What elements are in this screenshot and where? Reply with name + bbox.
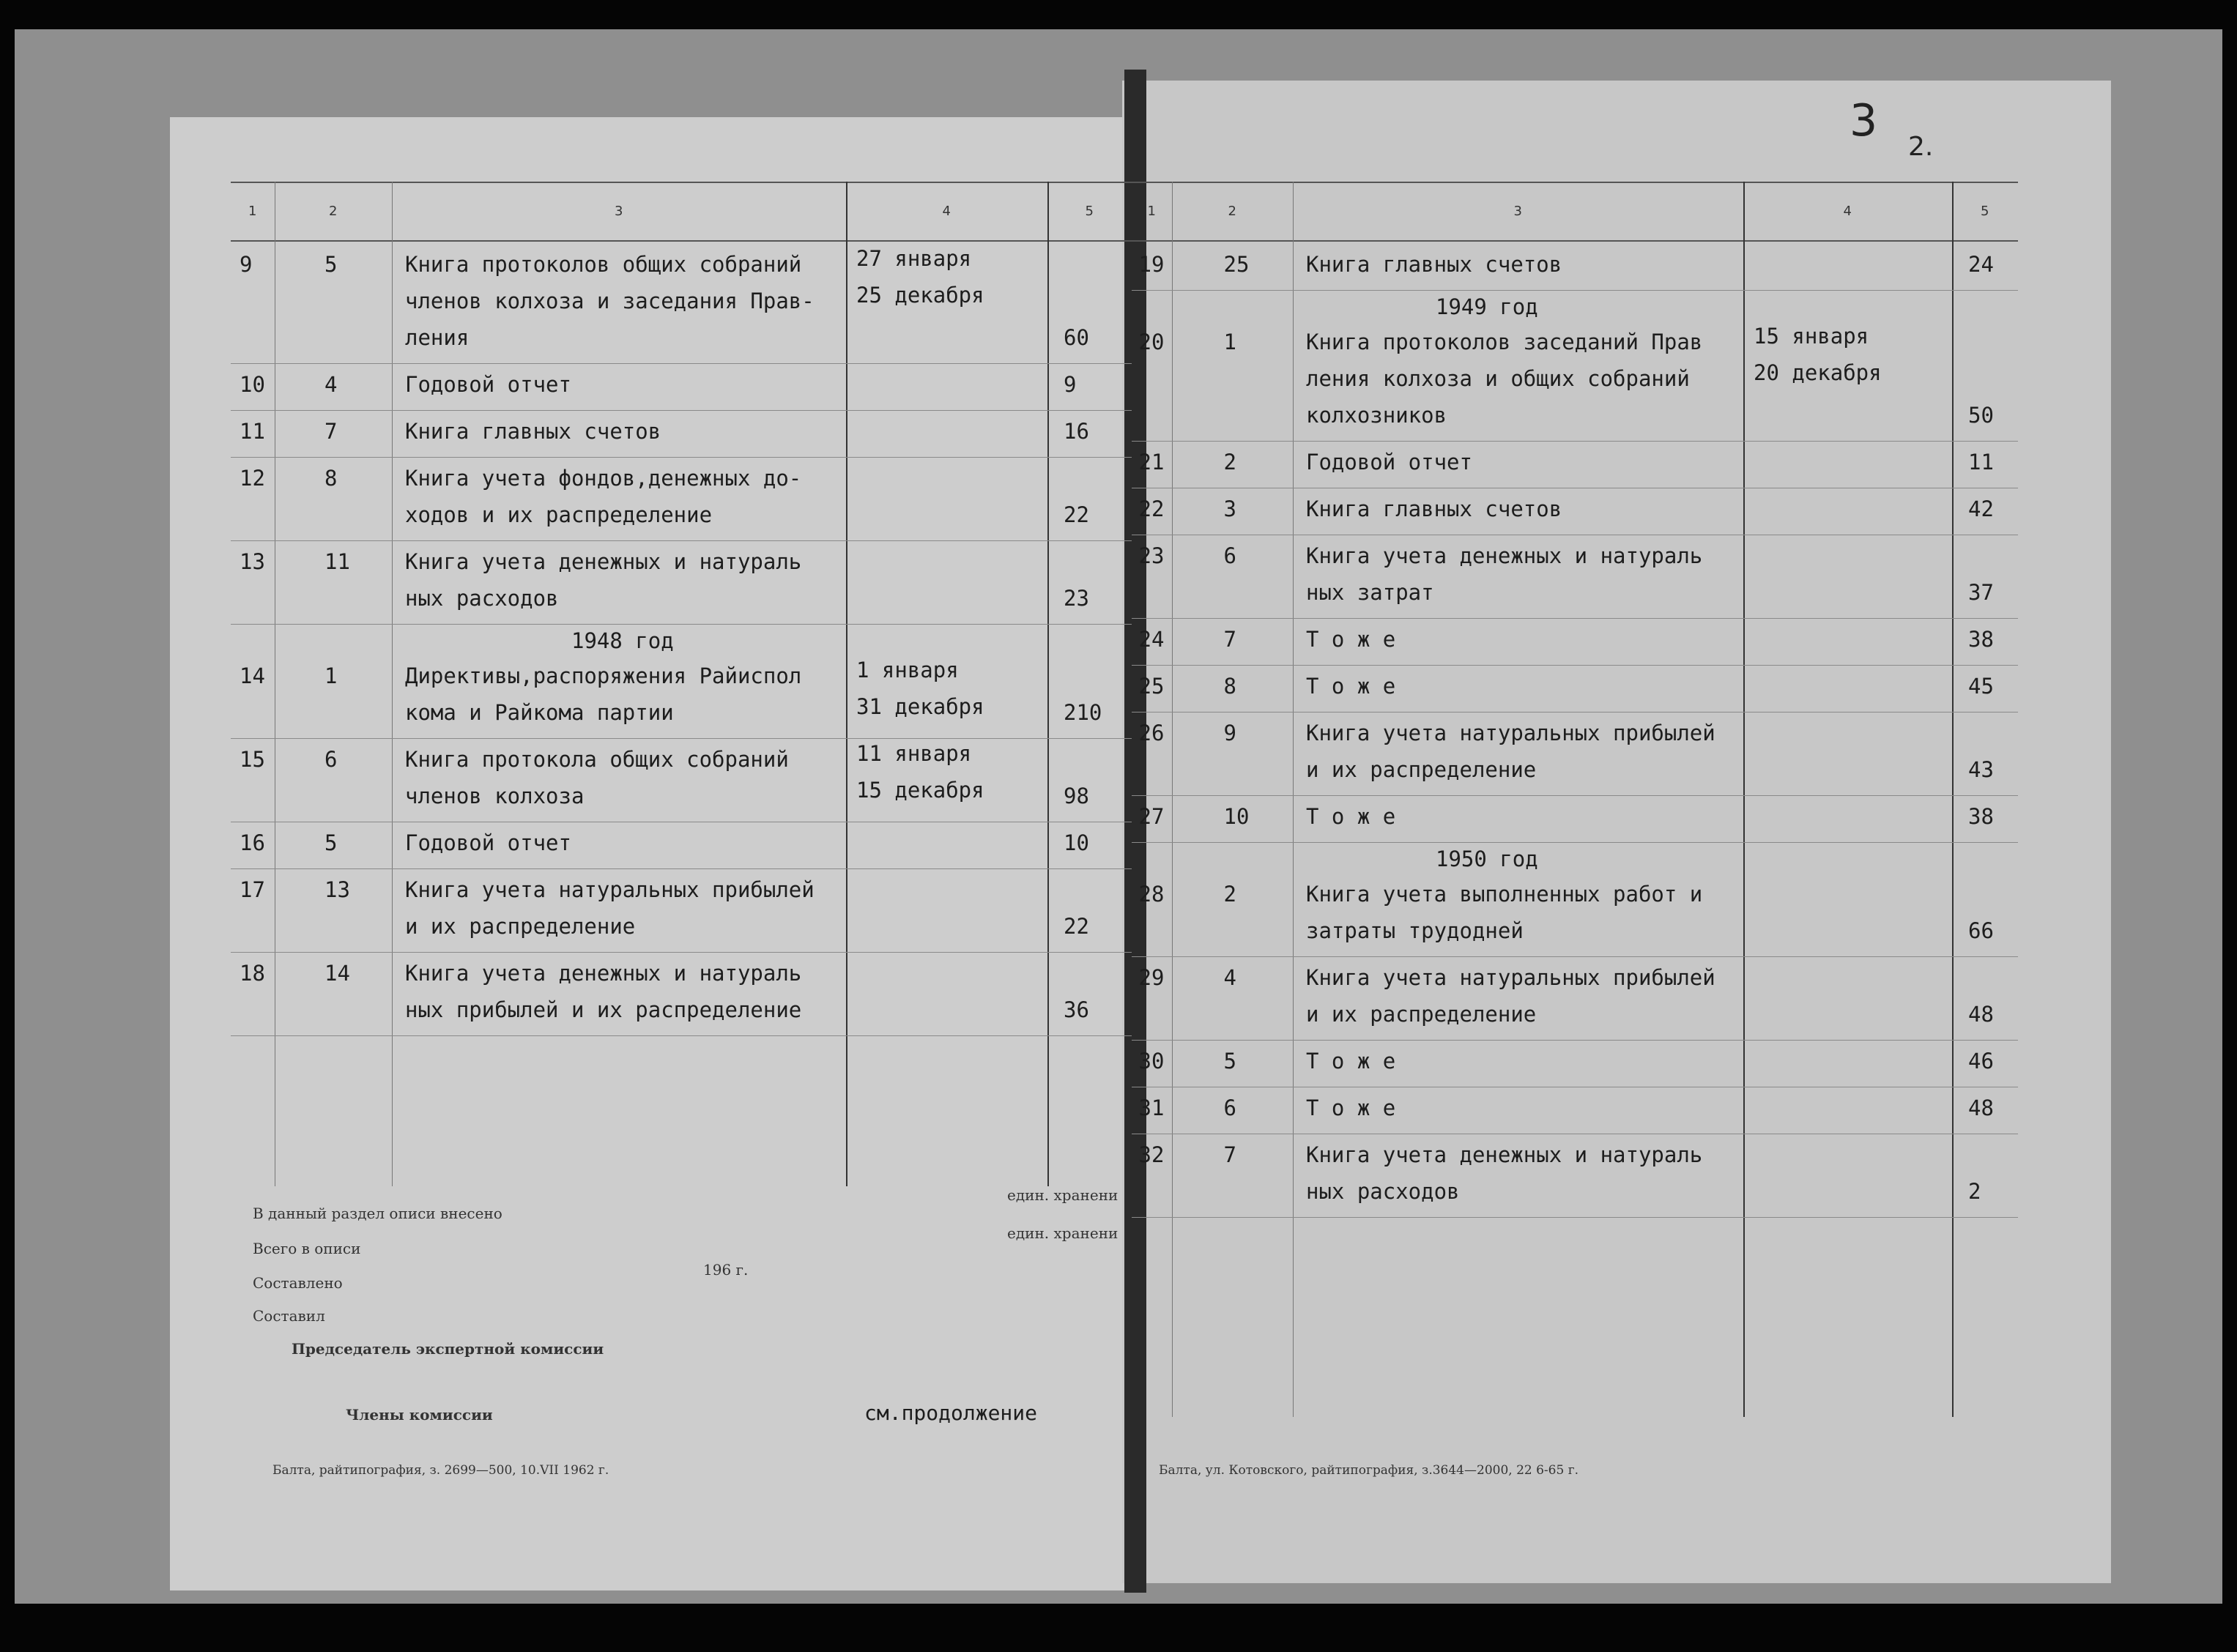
fund-number: 11: [324, 549, 350, 574]
record-title: Т о ж е: [1306, 1095, 1396, 1120]
footer-chairman-label: Председатель экспертной комиссии: [292, 1340, 604, 1358]
record-title: колхозников: [1306, 403, 1447, 428]
sheet-count: 50: [1968, 403, 1994, 428]
record-title: Книга учета натуральных прибылей: [1306, 721, 1715, 745]
record-title: Т о ж е: [1306, 1049, 1396, 1074]
row-number: 29: [1138, 965, 1165, 990]
row-rule: [231, 363, 1132, 364]
footer-year-label: 196 г.: [703, 1261, 749, 1279]
footer-units-label-2: един. хранени: [1007, 1224, 1118, 1242]
row-number: 14: [240, 663, 265, 688]
row-number: 21: [1138, 450, 1165, 475]
sheet-count: 10: [1064, 830, 1089, 855]
fund-number: 5: [1223, 1049, 1236, 1074]
fund-number: 5: [324, 252, 338, 277]
record-title: ных прибылей и их распределение: [405, 997, 802, 1022]
sheet-count: 46: [1968, 1049, 1994, 1074]
record-title: Книга учета денежных и натураль: [405, 961, 802, 986]
record-title: Т о ж е: [1306, 804, 1396, 829]
row-rule: [231, 540, 1132, 541]
record-title: ных расходов: [405, 586, 559, 611]
record-title: Книга протоколов общих собраний: [405, 252, 802, 277]
fund-number: 2: [1223, 882, 1236, 907]
fund-number: 8: [324, 466, 338, 491]
column-header-4: 4: [942, 204, 951, 219]
table-top-rule: [231, 182, 1132, 183]
fund-number: 6: [1223, 1095, 1236, 1120]
footer-compiler-label: Составил: [253, 1307, 325, 1325]
sheet-count: 210: [1064, 700, 1102, 725]
row-number: 16: [240, 830, 265, 855]
fund-number: 5: [324, 830, 338, 855]
column-header-3: 3: [1513, 204, 1522, 219]
record-date: 1 января: [856, 658, 959, 682]
row-rule: [1132, 441, 2018, 442]
row-rule: [1132, 665, 2018, 666]
record-title: Т о ж е: [1306, 627, 1396, 652]
sheet-count: 48: [1968, 1002, 1994, 1027]
row-number: 27: [1138, 804, 1165, 829]
record-title: кома и Райкома партии: [405, 700, 674, 725]
fund-number: 8: [1223, 674, 1236, 699]
fund-number: 7: [1223, 627, 1236, 652]
row-number: 31: [1138, 1095, 1165, 1120]
sheet-count: 38: [1968, 627, 1994, 652]
row-number: 24: [1138, 627, 1165, 652]
fund-number: 13: [324, 877, 350, 902]
row-number: 18: [240, 961, 265, 986]
column-header-5: 5: [1085, 204, 1094, 219]
sheet-count: 11: [1968, 450, 1994, 475]
record-title: Т о ж е: [1306, 674, 1396, 699]
left-printer-imprint: Балта, райтипография, з. 2699—500, 10.VII 1962 г.: [272, 1463, 609, 1478]
record-title: Книга учета натуральных прибылей: [405, 877, 815, 902]
record-title: Годовой отчет: [405, 372, 571, 397]
row-rule: [1132, 956, 2018, 957]
record-title: Книга учета денежных и натураль: [405, 549, 802, 574]
sheet-count: 98: [1064, 784, 1089, 808]
column-header-2: 2: [329, 204, 338, 219]
record-title: ления: [405, 325, 470, 350]
row-rule: [231, 457, 1132, 458]
record-date: 31 декабря: [856, 694, 984, 719]
record-title: членов колхоза и заседания Прав-: [405, 289, 815, 313]
sheet-count: 22: [1064, 914, 1089, 939]
sheet-count: 23: [1064, 586, 1089, 611]
record-title: ления колхоза и общих собраний: [1306, 366, 1690, 391]
sheet-count: 38: [1968, 804, 1994, 829]
record-title: Книга главных счетов: [1306, 252, 1562, 277]
row-number: 28: [1138, 882, 1165, 907]
fund-number: 1: [324, 663, 338, 688]
row-rule: [231, 624, 1132, 625]
fund-number: 4: [324, 372, 338, 397]
column-header-5: 5: [1981, 204, 1989, 219]
fund-number: 25: [1223, 252, 1250, 277]
record-title: Книга учета выполненных работ и: [1306, 882, 1703, 907]
row-number: 30: [1138, 1049, 1165, 1074]
record-title: Книга учета фондов,денежных до-: [405, 466, 802, 491]
row-number: 23: [1138, 543, 1165, 568]
sheet-count: 37: [1968, 580, 1994, 605]
row-rule: [231, 738, 1132, 739]
row-rule: [231, 410, 1132, 411]
sheet-count: 2: [1968, 1179, 1981, 1204]
sheet-count: 60: [1064, 325, 1089, 350]
record-title: Директивы,распоряжения Райиспол: [405, 663, 802, 688]
fund-number: 6: [324, 747, 338, 772]
row-rule: [231, 1035, 1132, 1036]
footer-compiled-date-label: Составлено: [253, 1274, 343, 1292]
column-divider: [1952, 182, 1954, 1417]
row-number: 32: [1138, 1142, 1165, 1167]
record-title: Книга учета натуральных прибылей: [1306, 965, 1715, 990]
record-title: Книга главных счетов: [1306, 496, 1562, 521]
record-title: ходов и их распределение: [405, 502, 713, 527]
year-heading: 1949 год: [1436, 294, 1538, 319]
row-rule: [231, 952, 1132, 953]
column-divider: [1743, 182, 1745, 1417]
year-heading: 1948 год: [571, 628, 674, 653]
record-title: Книга протокола общих собраний: [405, 747, 789, 772]
sheet-count: 42: [1968, 496, 1994, 521]
record-date: 15 января: [1754, 324, 1869, 349]
row-number: 13: [240, 549, 265, 574]
record-date: 11 января: [856, 741, 972, 766]
row-rule: [231, 868, 1132, 869]
record-title: и их распределение: [405, 914, 636, 939]
row-rule: [1132, 842, 2018, 843]
record-title: ных затрат: [1306, 580, 1434, 605]
row-number: 26: [1138, 721, 1165, 745]
fund-number: 4: [1223, 965, 1236, 990]
row-rule: [1132, 618, 2018, 619]
sheet-count: 45: [1968, 674, 1994, 699]
column-header-2: 2: [1228, 204, 1236, 219]
record-title: Книга учета денежных и натураль: [1306, 543, 1703, 568]
sheet-count: 9: [1064, 372, 1077, 397]
fund-number: 7: [1223, 1142, 1236, 1167]
record-title: затраты трудодней: [1306, 918, 1524, 943]
row-rule: [1132, 795, 2018, 796]
column-header-1: 1: [248, 204, 257, 219]
fund-number: 9: [1223, 721, 1236, 745]
record-title: членов колхоза: [405, 784, 585, 808]
fund-number: 3: [1223, 496, 1236, 521]
row-number: 12: [240, 466, 265, 491]
column-divider: [1293, 182, 1294, 1417]
sheet-count: 36: [1064, 997, 1089, 1022]
row-number: 9: [240, 252, 253, 277]
record-date: 15 декабря: [856, 778, 984, 803]
sheet-count: 16: [1064, 419, 1089, 444]
record-title: ных расходов: [1306, 1179, 1460, 1204]
record-title: Годовой отчет: [1306, 450, 1472, 475]
row-number: 20: [1138, 330, 1165, 354]
record-title: и их распределение: [1306, 1002, 1537, 1027]
fund-number: 6: [1223, 543, 1236, 568]
table-header-rule: [1132, 240, 2018, 242]
sheet-count: 48: [1968, 1095, 1994, 1120]
right-printer-imprint: Балта, ул. Котовского, райтипография, з.3644—2000, 22 6-65 г.: [1159, 1463, 1579, 1478]
table-top-rule: [1132, 182, 2018, 183]
row-number: 17: [240, 877, 265, 902]
row-number: 10: [240, 372, 265, 397]
row-rule: [1132, 290, 2018, 291]
column-header-4: 4: [1843, 204, 1852, 219]
fund-number: 14: [324, 961, 350, 986]
table-header-rule: [231, 240, 1132, 242]
fund-number: 10: [1223, 804, 1250, 829]
continued-note: см.продолжение: [864, 1401, 1038, 1425]
row-number: 22: [1138, 496, 1165, 521]
left-page: [170, 117, 1135, 1590]
record-title: и их распределение: [1306, 757, 1537, 782]
column-divider: [1172, 182, 1173, 1417]
row-number: 19: [1138, 252, 1165, 277]
sheet-count: 66: [1968, 918, 1994, 943]
record-title: Годовой отчет: [405, 830, 571, 855]
record-date: 25 декабря: [856, 283, 984, 308]
fund-number: 2: [1223, 450, 1236, 475]
record-title: Книга протоколов заседаний Прав: [1306, 330, 1703, 354]
sheet-number: 3: [1850, 95, 1878, 146]
record-title: Книга главных счетов: [405, 419, 661, 444]
column-header-1: 1: [1147, 204, 1156, 219]
page-number: 2.: [1908, 132, 1934, 162]
column-header-3: 3: [615, 204, 623, 219]
fund-number: 1: [1223, 330, 1236, 354]
row-number: 25: [1138, 674, 1165, 699]
row-number: 11: [240, 419, 265, 444]
row-number: 15: [240, 747, 265, 772]
row-rule: [1132, 1217, 2018, 1218]
record-date: 20 декабря: [1754, 360, 1882, 385]
footer-total-label: Всего в описи: [253, 1240, 361, 1257]
record-date: 27 января: [856, 246, 972, 271]
record-title: Книга учета денежных и натураль: [1306, 1142, 1703, 1167]
fund-number: 7: [324, 419, 338, 444]
sheet-count: 24: [1968, 252, 1994, 277]
footer-entered-label: В данный раздел описи внесено: [253, 1205, 502, 1222]
sheet-count: 22: [1064, 502, 1089, 527]
year-heading: 1950 год: [1436, 847, 1538, 871]
footer-units-label-1: един. хранени: [1007, 1186, 1118, 1204]
sheet-count: 43: [1968, 757, 1994, 782]
footer-members-label: Члены комиссии: [346, 1406, 493, 1424]
right-page: [1122, 81, 2111, 1583]
row-rule: [1132, 1040, 2018, 1041]
